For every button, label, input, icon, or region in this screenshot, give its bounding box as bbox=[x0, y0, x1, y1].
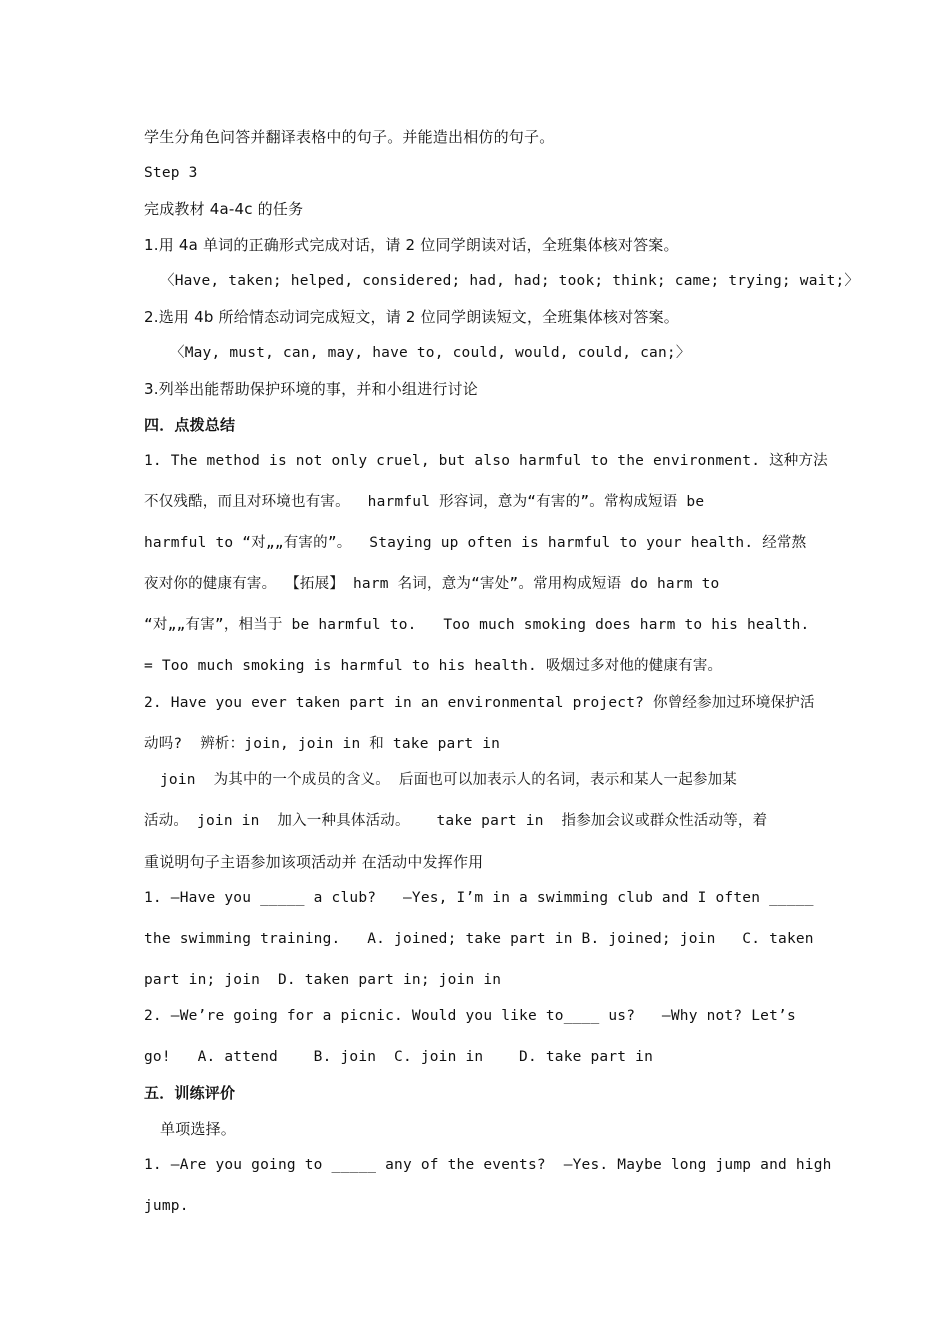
text-line: 2. Have you ever taken part in an environmental project? 你曾经参加过环境保护活 bbox=[144, 695, 815, 711]
exercise-line: the swimming training. A. joined; take part in B. joined; join C. taken bbox=[144, 931, 814, 947]
text-line: = Too much smoking is harmful to his health. 吸烟过多对他的健康有害。 bbox=[144, 658, 723, 674]
text-line: join 为其中的一个成员的含义。 后面也可以加表示人的名词，表示和某人一起参加某 bbox=[160, 772, 738, 788]
text-line: “对„„有害”，相当于 be harmful to. Too much smoking does harm to his health. bbox=[144, 617, 810, 633]
text-line: 完成教材 4a-4c 的任务 bbox=[144, 200, 304, 218]
exercise-line: go! A. attend B. join C. join in D. take part in bbox=[144, 1049, 653, 1065]
step-heading: Step 3 bbox=[144, 165, 198, 181]
exercise-line: 2. —We’re going for a picnic. Would you like to____ us? —Why not? Let’s bbox=[144, 1008, 796, 1024]
text-line: 1. The method is not only cruel, but also harmful to the environment. 这种方法 bbox=[144, 453, 828, 469]
text-line: 夜对你的健康有害。 【拓展】 harm 名词，意为“害处”。常用构成短语 do harm to bbox=[144, 576, 720, 592]
text-line: harmful to “对„„有害的”。 Staying up often is harmful to your health. 经常熬 bbox=[144, 535, 807, 551]
exercise-line: 1. —Have you _____ a club? —Yes, I’m in a swimming club and I often _____ bbox=[144, 890, 814, 906]
exercise-line: jump. bbox=[144, 1198, 189, 1214]
text-line: 重说明句子主语参加该项活动并 在活动中发挥作用 bbox=[144, 853, 484, 871]
section-heading: 五．训练评价 bbox=[144, 1084, 236, 1102]
exercise-line: 1. —Are you going to _____ any of the events? —Yes. Maybe long jump and high bbox=[144, 1157, 832, 1173]
text-line: 3.列举出能帮助保护环境的事，并和小组进行讨论 bbox=[144, 380, 478, 398]
section-heading: 四．点拨总结 bbox=[144, 416, 236, 434]
answer-line: 〈May, must, can, may, have to, could, would, could, can;〉 bbox=[170, 345, 691, 361]
answer-line: 〈Have, taken; helped, considered; had, had; took; think; came; trying; wait;〉 bbox=[160, 273, 860, 289]
exercise-line: part in; join D. taken part in; join in bbox=[144, 972, 502, 988]
text-line: 活动。 join in 加入一种具体活动。 take part in 指参加会议或群众性活动等，着 bbox=[144, 813, 768, 829]
text-line: 动吗? 辨析：join, join in 和 take part in bbox=[144, 736, 501, 752]
text-line: 2.选用 4b 所给情态动词完成短文，请 2 位同学朗读短文，全班集体核对答案。 bbox=[144, 308, 679, 326]
text-line: 学生分角色问答并翻译表格中的句子。并能造出相仿的句子。 bbox=[144, 128, 555, 146]
text-line: 1.用 4a 单词的正确形式完成对话，请 2 位同学朗读对话，全班集体核对答案。 bbox=[144, 236, 679, 254]
text-line: 单项选择。 bbox=[160, 1120, 237, 1138]
text-line: 不仅残酷，而且对环境也有害。 harmful 形容词，意为“有害的”。常构成短语 be bbox=[144, 494, 705, 510]
